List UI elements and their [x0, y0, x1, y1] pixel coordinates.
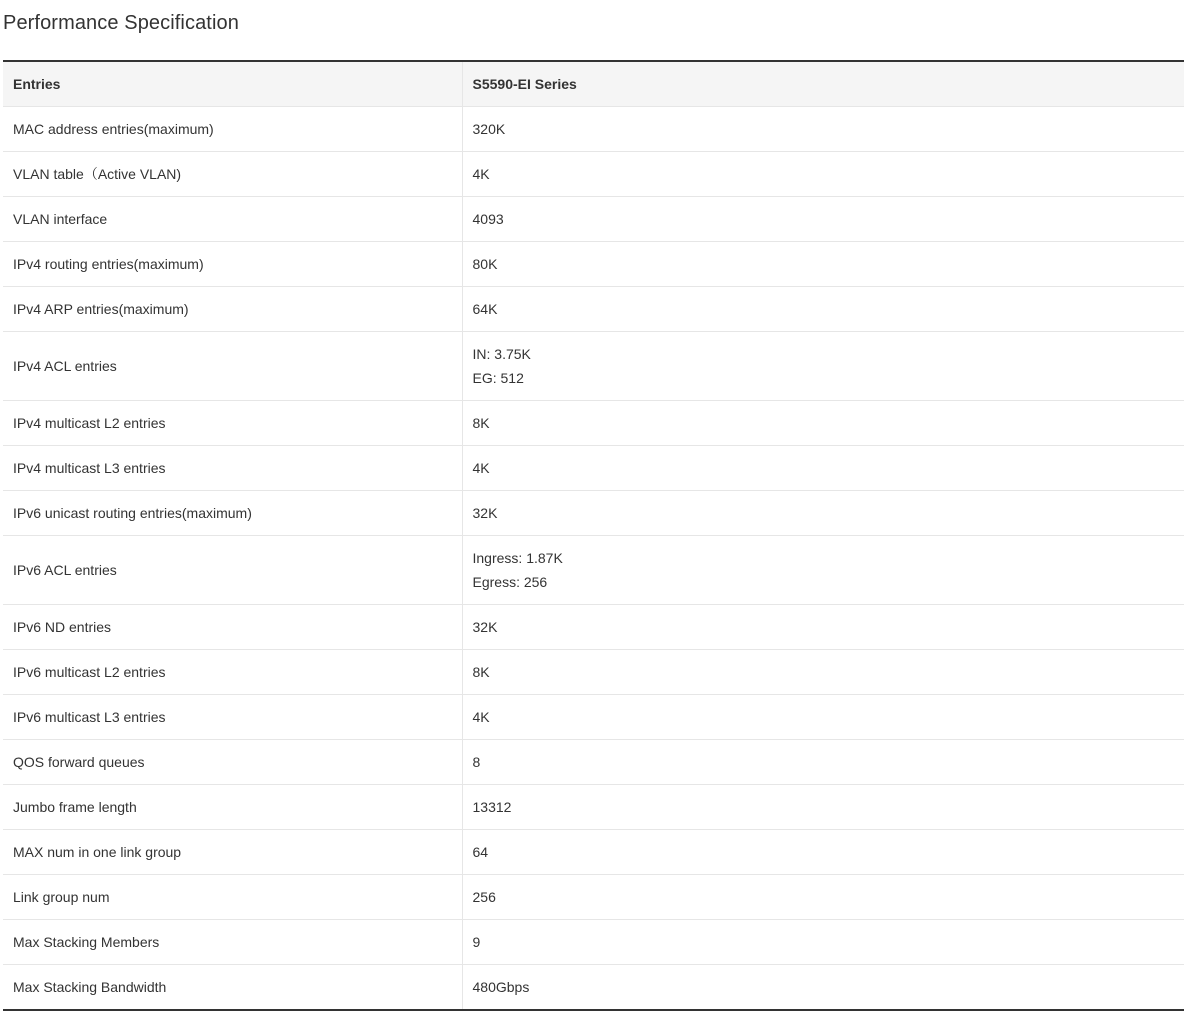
value-text: 4K — [472, 709, 490, 725]
value-text: EG: 512 — [472, 370, 524, 386]
entry-cell: MAX num in one link group — [3, 830, 462, 875]
value-cell — [462, 785, 1184, 830]
table-row — [3, 650, 1184, 695]
value-cell — [462, 920, 1184, 965]
table-row — [3, 785, 1184, 830]
value-text: 32K — [472, 505, 498, 521]
table-row — [3, 536, 1184, 605]
entry-cell: VLAN table（Active VLAN) — [3, 152, 462, 197]
value-cell — [462, 107, 1184, 152]
entry-cell: Link group num — [3, 875, 462, 920]
entry-cell: IPv6 ND entries — [3, 605, 462, 650]
value-text: 80K — [472, 256, 498, 272]
value-cell — [462, 650, 1184, 695]
value-cell — [462, 695, 1184, 740]
table-row — [3, 740, 1184, 785]
table-row — [3, 491, 1184, 536]
entry-cell: IPv4 ARP entries(maximum) — [3, 287, 462, 332]
entry-cell: IPv6 multicast L2 entries — [3, 650, 462, 695]
table-row — [3, 107, 1184, 152]
value-cell — [462, 242, 1184, 287]
table-row — [3, 695, 1184, 740]
table-row — [3, 830, 1184, 875]
table-header — [3, 61, 1184, 107]
value-cell — [462, 605, 1184, 650]
value-cell — [462, 152, 1184, 197]
value-cell — [462, 965, 1184, 1011]
table-row — [3, 875, 1184, 920]
table-row — [3, 605, 1184, 650]
entry-cell: IPv4 ACL entries — [3, 332, 462, 401]
entry-cell: MAC address entries(maximum) — [3, 107, 462, 152]
entry-cell: Max Stacking Bandwidth — [3, 965, 462, 1011]
entry-cell: IPv4 multicast L2 entries — [3, 401, 462, 446]
value-cell — [462, 287, 1184, 332]
value-cell — [462, 536, 1184, 605]
entry-cell: IPv4 routing entries(maximum) — [3, 242, 462, 287]
value-text: 64 — [472, 844, 489, 860]
value-text: 320K — [472, 121, 506, 137]
entry-cell: VLAN interface — [3, 197, 462, 242]
value-text: 4K — [472, 460, 490, 476]
value-cell — [462, 491, 1184, 536]
table-row — [3, 242, 1184, 287]
column-header-entries: Entries — [3, 61, 462, 107]
value-text: 480Gbps — [472, 979, 530, 995]
entry-cell: IPv6 multicast L3 entries — [3, 695, 462, 740]
table-row — [3, 965, 1184, 1011]
value-text: 8 — [472, 754, 481, 770]
value-cell — [462, 446, 1184, 491]
value-text: 4093 — [472, 211, 504, 227]
table-row — [3, 446, 1184, 491]
table-row — [3, 332, 1184, 401]
value-text: 64K — [472, 301, 498, 317]
value-text: 4K — [472, 166, 490, 182]
table-row — [3, 920, 1184, 965]
entry-cell: Max Stacking Members — [3, 920, 462, 965]
value-text: 13312 — [472, 799, 512, 815]
value-cell — [462, 740, 1184, 785]
value-text: 32K — [472, 619, 498, 635]
table-row — [3, 197, 1184, 242]
value-cell — [462, 401, 1184, 446]
entry-cell: IPv6 unicast routing entries(maximum) — [3, 491, 462, 536]
value-text: 256 — [472, 889, 496, 905]
entry-cell: IPv6 ACL entries — [3, 536, 462, 605]
value-text: Ingress: 1.87K — [472, 550, 563, 566]
table-row — [3, 401, 1184, 446]
value-cell — [462, 197, 1184, 242]
entry-cell: IPv4 multicast L3 entries — [3, 446, 462, 491]
value-text: Egress: 256 — [472, 574, 548, 590]
performance-spec-table — [3, 60, 1184, 1011]
column-header-series: S5590-EI Series — [462, 61, 1184, 107]
header-row — [3, 61, 1184, 107]
value-text: 8K — [472, 415, 490, 431]
table-row — [3, 152, 1184, 197]
value-cell — [462, 830, 1184, 875]
value-text: 8K — [472, 664, 490, 680]
value-text: 9 — [472, 934, 481, 950]
table-body — [3, 107, 1184, 1011]
table-row — [3, 287, 1184, 332]
entry-cell: QOS forward queues — [3, 740, 462, 785]
entry-cell: Jumbo frame length — [3, 785, 462, 830]
value-cell — [462, 875, 1184, 920]
value-cell — [462, 332, 1184, 401]
value-text: IN: 3.75K — [472, 346, 531, 362]
page-title: Performance Specification — [3, 12, 239, 34]
